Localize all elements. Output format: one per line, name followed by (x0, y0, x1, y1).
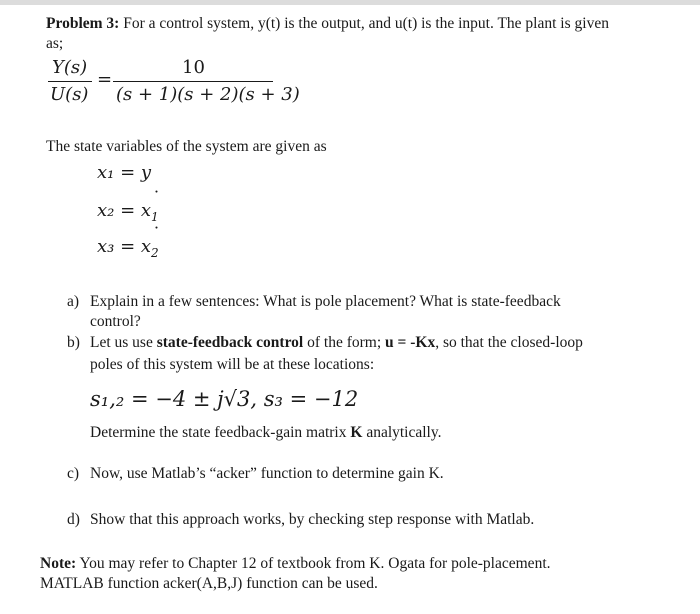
part-b-poles-equation: s₁,₂ = −4 ± j√3, s₃ = −12 (90, 387, 359, 411)
tf-equals-sign: = (97, 69, 113, 90)
note-line1 (40, 554, 551, 574)
part-b-line1-mid: of the form; (303, 334, 386, 351)
part-b-line1-pre: Let us use (90, 334, 157, 351)
state-intro-text: The state variables of the system are given as (46, 138, 327, 155)
part-b-line1 (90, 333, 583, 353)
problem-intro-line1 (46, 14, 609, 34)
tf-lhs-numerator: Y(s) (52, 57, 88, 78)
tf-lhs-fraction-bar (48, 81, 92, 82)
tf-rhs-denominator: (s + 1)(s + 2)(s + 3) (116, 84, 300, 105)
note-line1-text: You may refer to Chapter 12 of textbook from K. Ogata for pole-placement. (76, 555, 551, 572)
part-b-line2: poles of this system will be at these locations: (90, 356, 375, 373)
part-b-line1-bold: state-feedback control (156, 334, 304, 351)
part-b-line3 (90, 423, 441, 443)
part-b-label: b) (67, 334, 80, 351)
problem-intro-line2: as; (46, 35, 64, 52)
part-b-gain-symbol: K (350, 424, 363, 441)
state-eq-2-lhs: x₂ = x (97, 200, 152, 221)
part-d-label: d) (67, 511, 80, 528)
state-eq-1: x₁ = y (97, 162, 152, 183)
part-a-label: a) (67, 293, 80, 310)
part-b-line1-post: , so that the closed-loop (435, 334, 583, 351)
state-eq-3-sub: 2 (151, 246, 159, 260)
part-b-line3-post: analytically. (362, 424, 442, 441)
top-edge-divider (0, 0, 700, 5)
state-eq-3-dot: ˙ (152, 224, 161, 245)
state-eq-2-dot: ˙ (152, 188, 161, 209)
part-c-text: Now, use Matlab’s “acker” function to determine gain K. (90, 465, 444, 482)
tf-lhs-denominator: U(s) (50, 84, 89, 105)
state-eq-2 (97, 201, 159, 222)
part-b-line3-pre: Determine the state feedback-gain matrix (90, 424, 351, 441)
tf-rhs-fraction-bar (113, 81, 273, 82)
problem-label: Problem 3: (46, 15, 120, 32)
note-line2: MATLAB function acker(A,B,J) function can be used. (40, 575, 378, 592)
part-b-control-law: u = -Kx (385, 334, 436, 351)
state-eq-2-sub: 1 (151, 210, 159, 224)
problem-intro-text: For a control system, y(t) is the output, and u(t) is the input. The plant is given (119, 15, 609, 32)
part-d-text: Show that this approach works, by checking step response with Matlab. (90, 511, 535, 528)
tf-rhs-numerator: 10 (182, 57, 205, 78)
state-eq-3 (97, 237, 159, 258)
state-eq-3-lhs: x₃ = x (97, 236, 152, 257)
part-a-line1: Explain in a few sentences: What is pole placement? What is state-feedback (90, 293, 561, 310)
part-a-line2: control? (90, 313, 141, 330)
note-label: Note: (40, 555, 77, 572)
part-c-label: c) (67, 465, 80, 482)
